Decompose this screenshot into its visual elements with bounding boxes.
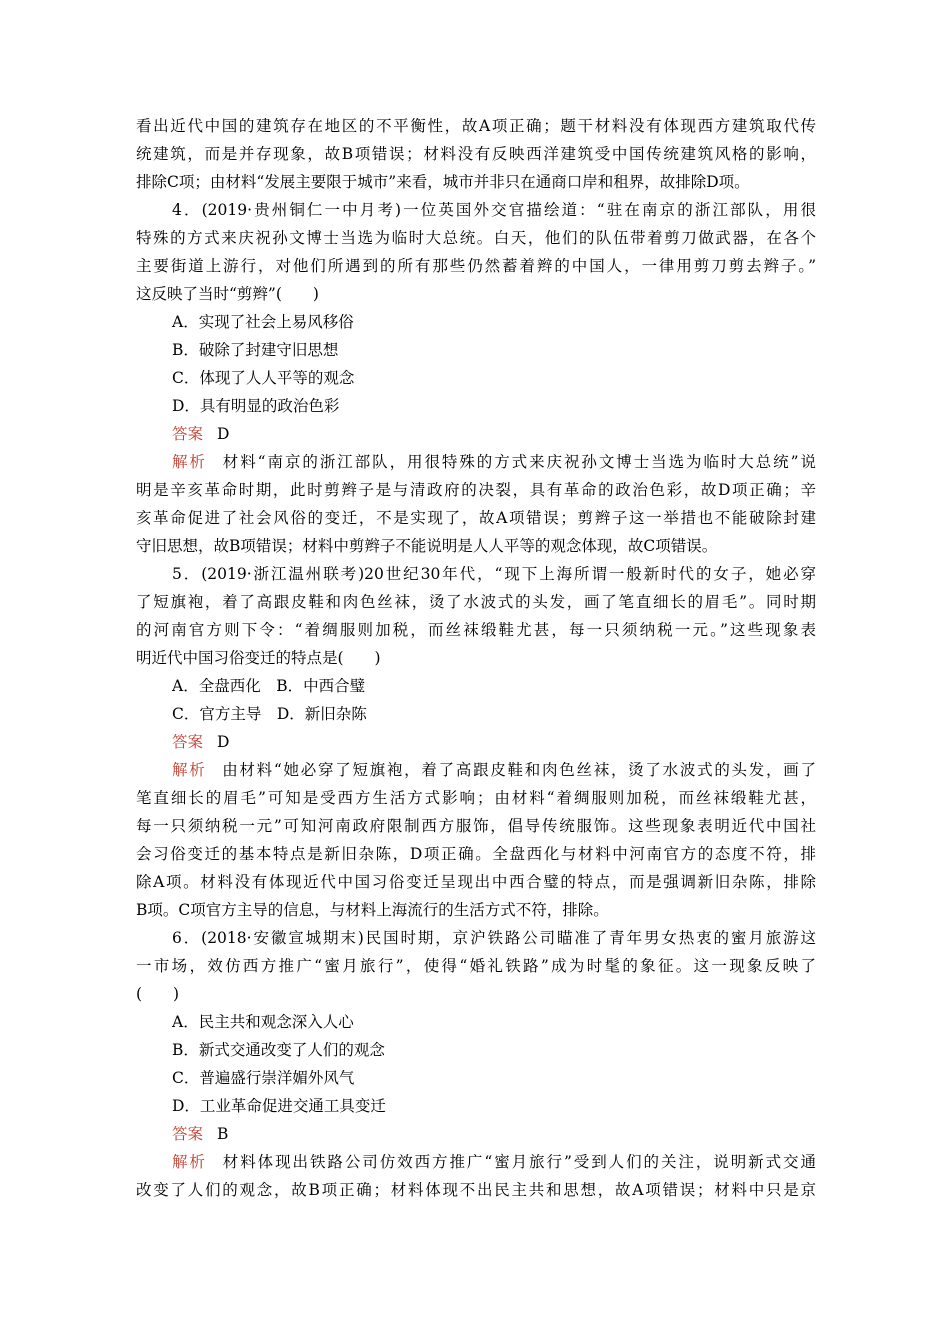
text-line: 明是辛亥革命时期，此时剪辫子是与清政府的决裂，具有革命的政治色彩，故D项正确；辛: [136, 481, 816, 499]
options-ab: A．全盘西化 B．中西合璧: [172, 677, 366, 695]
answer-label: 答案: [172, 1125, 204, 1143]
answer-value: D: [217, 733, 230, 751]
option-c: C．普遍盛行崇洋媚外风气: [172, 1069, 355, 1087]
answer-line: [172, 732, 229, 754]
text-line: 主要街道上游行，对他们所遇到的所有那些仍然蓄着辫的中国人，一律用剪刀剪去辫子。”: [136, 257, 816, 275]
text-line: ( ): [136, 985, 180, 1003]
text-line: 每一只须纳税一元”可知河南政府限制西方服饰，倡导传统服饰。这些现象表明近代中国社: [136, 817, 816, 835]
text-line: 明近代中国习俗变迁的特点是( ): [136, 649, 381, 667]
text-line: 笔直细长的眉毛”可知是受西方生活方式影响；由材料“着绸服则加税，而丝袜缎鞋尤甚，: [136, 789, 816, 807]
option-b: B．新式交通改变了人们的观念: [172, 1041, 385, 1059]
answer-label: 答案: [172, 733, 204, 751]
text-line: 一市场，效仿西方推广“蜜月旅行”，使得“婚礼铁路”成为时髦的象征。这一现象反映了: [136, 957, 816, 975]
text-line: 特殊的方式来庆祝孙文博士当选为临时大总统。白天，他们的队伍带着剪刀做武器，在各个: [136, 229, 816, 247]
answer-value: D: [217, 425, 230, 443]
text-line: 守旧思想，故B项错误；材料中剪辫子不能说明是人人平等的观念体现，故C项错误。: [136, 537, 718, 555]
question-4-stem: 4．(2019·贵州铜仁一中月考)一位英国外交官描绘道：“驻在南京的浙江部队，用很: [172, 201, 816, 219]
analysis-line: [172, 760, 816, 782]
analysis-text: 材料体现出铁路公司仿效西方推广“蜜月旅行”受到人们的关注，说明新式交通: [220, 1153, 816, 1171]
option-d: D．工业革命促进交通工具变迁: [172, 1097, 386, 1115]
text-line: 除A项。材料没有体现近代中国习俗变迁呈现出中西合璧的特点，而是强调新旧杂陈，排除: [136, 873, 816, 891]
text-line: 会习俗变迁的基本特点是新旧杂陈，D项正确。全盘西化与材料中河南官方的态度不符，排: [136, 845, 816, 863]
text-line: 排除C项；由材料“发展主要限于城市”来看，城市并非只在通商口岸和租界，故排除D项。: [136, 173, 750, 191]
answer-line: [172, 424, 229, 446]
options-cd: C．官方主导 D．新旧杂陈: [172, 705, 367, 723]
text-line: 了短旗袍，着了高跟皮鞋和肉色丝袜，烫了水波式的头发，画了笔直细长的眉毛”。同时期: [136, 593, 816, 611]
text-line: 这反映了当时“剪辫”( ): [136, 285, 319, 303]
option-d: D．具有明显的政治色彩: [172, 397, 340, 415]
analysis-line: [172, 452, 816, 474]
analysis-label: 解析: [172, 761, 207, 779]
analysis-label: 解析: [172, 453, 207, 471]
analysis-text: 材料“南京的浙江部队，用很特殊的方式来庆祝孙文博士当选为临时大总统”说: [220, 453, 816, 471]
answer-line: [172, 1124, 228, 1146]
answer-value: B: [217, 1125, 229, 1143]
text-line: 亥革命促进了社会风俗的变迁，不是实现了，故A项错误；剪辫子这一举措也不能破除封建: [136, 509, 816, 527]
text-line: B项。C项官方主导的信息，与材料上海流行的生活方式不符，排除。: [136, 901, 609, 919]
text-line: 改变了人们的观念，故B项正确；材料体现不出民主共和思想，故A项错误；材料中只是京: [136, 1181, 816, 1199]
option-a: A．实现了社会上易风移俗: [172, 313, 354, 331]
analysis-text: 由材料“她必穿了短旗袍，着了高跟皮鞋和肉色丝袜，烫了水波式的头发，画了: [220, 761, 816, 779]
text-line: 看出近代中国的建筑存在地区的不平衡性，故A项正确；题干材料没有体现西方建筑取代传: [136, 117, 816, 135]
answer-label: 答案: [172, 425, 204, 443]
option-c: C．体现了人人平等的观念: [172, 369, 355, 387]
question-5-stem: 5．(2019·浙江温州联考)20世纪30年代，“现下上海所谓一般新时代的女子，她必穿: [172, 565, 816, 583]
analysis-label: 解析: [172, 1153, 207, 1171]
text-line: 的河南官方则下令：“着绸服则加税，而丝袜缎鞋尤甚，每一只须纳税一元。”这些现象表: [136, 621, 816, 639]
option-a: A．民主共和观念深入人心: [172, 1013, 354, 1031]
analysis-line: [172, 1152, 816, 1174]
question-6-stem: 6．(2018·安徽宣城期末)民国时期，京沪铁路公司瞄准了青年男女热衷的蜜月旅游这: [172, 929, 816, 947]
option-b: B．破除了封建守旧思想: [172, 341, 339, 359]
text-line: 统建筑，而是并存现象，故B项错误；材料没有反映西洋建筑受中国传统建筑风格的影响，: [136, 145, 816, 163]
